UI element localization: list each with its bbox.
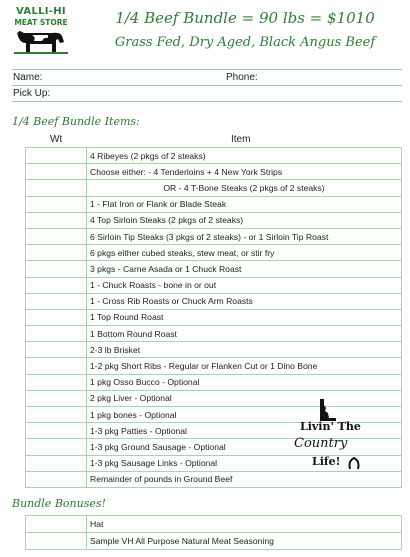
item-cell: 4 Ribeyes (2 pkgs of 2 steaks) xyxy=(87,148,402,164)
table-row xyxy=(26,245,402,261)
item-cell: 6 Sirloin Tip Steaks (3 pkgs of 2 steaks) - or 1 Sirloin Tip Roast xyxy=(87,228,402,244)
name-field-line[interactable] xyxy=(12,85,402,86)
weight-cell[interactable] xyxy=(26,390,87,406)
table-row xyxy=(26,148,402,164)
logo-sub: MEAT STORE xyxy=(14,18,68,27)
item-cell: 1 Top Round Roast xyxy=(87,309,402,325)
country-line-1: Livin' The xyxy=(300,420,361,433)
item-cell: 1 - Flat Iron or Flank or Blade Steak xyxy=(87,196,402,212)
table-row xyxy=(26,342,402,358)
item-cell: 1-3 pkg Ground Sausage - Optional xyxy=(87,439,402,455)
table-row xyxy=(26,180,402,196)
weight-cell[interactable] xyxy=(26,212,87,228)
divider-top xyxy=(12,69,402,70)
cow-icon xyxy=(14,28,68,54)
table-row xyxy=(26,326,402,342)
item-cell: Hat xyxy=(87,516,402,533)
item-cell: 1 pkg bones - Optional xyxy=(87,407,402,423)
item-cell: 1-3 pkg Patties - Optional xyxy=(87,423,402,439)
table-row xyxy=(26,228,402,244)
phone-label: Phone: xyxy=(226,72,258,83)
weight-cell[interactable] xyxy=(26,293,87,309)
item-cell: Choose either: - 4 Tenderloins + 4 New York Strips xyxy=(87,164,402,180)
item-cell: 2-3 lb Brisket xyxy=(87,342,402,358)
horseshoe-icon xyxy=(348,456,360,470)
weight-cell[interactable] xyxy=(26,516,87,533)
weight-cell[interactable] xyxy=(26,471,87,487)
item-cell: 1 Bottom Round Roast xyxy=(87,326,402,342)
idaho-state-icon xyxy=(316,398,340,422)
logo-brand: VALLI-HI xyxy=(16,6,66,17)
weight-cell[interactable] xyxy=(26,439,87,455)
weight-cell[interactable] xyxy=(26,423,87,439)
table-row xyxy=(26,212,402,228)
weight-cell[interactable] xyxy=(26,374,87,390)
table-row xyxy=(26,374,402,390)
table-row xyxy=(26,293,402,309)
bonus-table xyxy=(25,515,402,550)
item-cell: OR - 4 T-Bone Steaks (2 pkgs of 2 steaks) xyxy=(87,180,402,196)
table-row xyxy=(26,261,402,277)
table-row xyxy=(26,277,402,293)
country-line-2: Country xyxy=(294,436,348,451)
country-line-3: Life! xyxy=(312,455,341,468)
page-subtitle: Grass Fed, Dry Aged, Black Angus Beef xyxy=(114,35,376,50)
weight-cell[interactable] xyxy=(26,148,87,164)
weight-cell[interactable] xyxy=(26,180,87,196)
item-cell: 1 - Chuck Roasts - bone in or out xyxy=(87,277,402,293)
bonus-heading: Bundle Bonuses! xyxy=(12,497,106,510)
item-cell: 6 pkgs either cubed steaks, stew meat, or stir fry xyxy=(87,245,402,261)
weight-cell[interactable] xyxy=(26,309,87,325)
pickup-label: Pick Up: xyxy=(13,88,51,99)
weight-cell[interactable] xyxy=(26,164,87,180)
weight-cell[interactable] xyxy=(26,342,87,358)
item-cell: Remainder of pounds in Ground Beef xyxy=(87,471,402,487)
table-row xyxy=(26,309,402,325)
table-row xyxy=(26,358,402,374)
page-title: 1/4 Beef Bundle = 90 lbs = $1010 xyxy=(115,9,375,27)
items-heading: 1/4 Beef Bundle Items: xyxy=(12,115,140,128)
table-row xyxy=(26,516,402,533)
weight-cell[interactable] xyxy=(26,277,87,293)
item-cell: 1-3 pkg Sausage Links - Optional xyxy=(87,455,402,471)
weight-cell[interactable] xyxy=(26,455,87,471)
country-life-graphic xyxy=(292,398,372,478)
store-logo xyxy=(8,6,74,56)
col-item-header: Item xyxy=(231,134,251,145)
item-cell: 4 Top Sirloin Steaks (2 pkgs of 2 steaks) xyxy=(87,212,402,228)
weight-cell[interactable] xyxy=(26,196,87,212)
col-wt-header: Wt xyxy=(50,134,63,145)
table-row xyxy=(26,533,402,550)
table-row xyxy=(26,196,402,212)
pickup-field-line[interactable] xyxy=(12,101,402,102)
item-cell: 3 pkgs - Carne Asada or 1 Chuck Roast xyxy=(87,261,402,277)
item-cell: 1 - Cross Rib Roasts or Chuck Arm Roasts xyxy=(87,293,402,309)
weight-cell[interactable] xyxy=(26,261,87,277)
table-row xyxy=(26,164,402,180)
weight-cell[interactable] xyxy=(26,228,87,244)
weight-cell[interactable] xyxy=(26,358,87,374)
weight-cell[interactable] xyxy=(26,407,87,423)
weight-cell[interactable] xyxy=(26,245,87,261)
item-cell: 1 pkg Osso Bucco - Optional xyxy=(87,374,402,390)
item-cell: Sample VH All Purpose Natural Meat Seasoning xyxy=(87,533,402,550)
weight-cell[interactable] xyxy=(26,326,87,342)
item-cell: 1-2 pkg Short Ribs - Regular or Flanken Cut or 1 Dino Bone xyxy=(87,358,402,374)
item-cell: 2 pkg Liver - Optional xyxy=(87,390,402,406)
name-label: Name: xyxy=(13,72,43,83)
weight-cell[interactable] xyxy=(26,533,87,550)
